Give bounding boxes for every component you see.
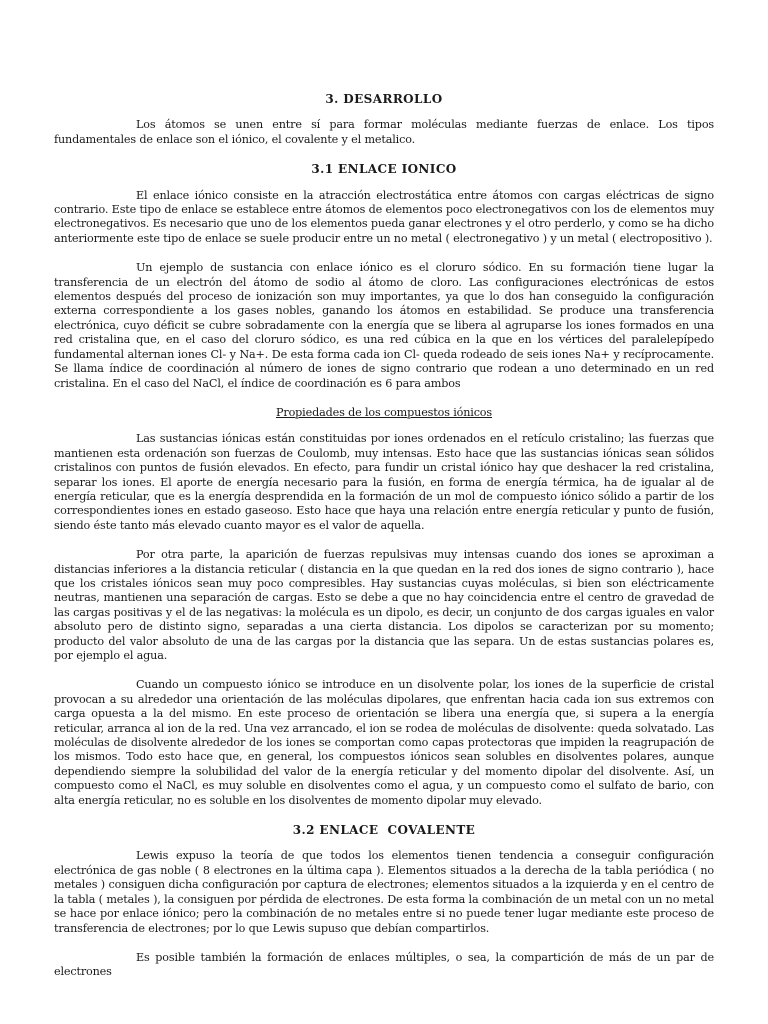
section-heading-enlace-covalente: 3.2 ENLACE COVALENTE xyxy=(292,823,476,838)
paragraph-propiedades-2: Por otra parte, la aparición de fuerzas repulsivas muy intensas cuando dos iones se aproximan a distancias inferiores a la distancia reticular ( distancia en la que quedan en la red dos iones de signo contrario ), hace que los cristales iónicos sean muy poco compresibles. Hay sustancias cuyas moléculas, si bien son eléctricamente neutras, mantienen una separación de cargas. Esto se debe a que no hay coincidencia entre el centro de gravedad de las cargas positivas y el de las negativas: la molécula es un dipolo, es decir, un conjunto de dos cargas iguales en valor absoluto pero de distinto signo, separadas a una cierta distancia. Los dipolos se caracterizan por su momento; producto del valor absoluto de una de las cargas por la distancia que las separa. Un de estas sustancias polares es, por ejemplo el agua. xyxy=(54,548,714,662)
section-heading-enlace-ionico: 3.1 ENLACE IONICO xyxy=(311,162,457,177)
paragraph-covalente-2: Es posible también la formación de enlaces múltiples, o sea, la compartición de más de un par de electrones xyxy=(54,950,714,979)
paragraph-ionico-2: Un ejemplo de sustancia con enlace iónico es el cloruro sódico. En su formación tiene lugar la transferencia de un electrón del átomo de sodio al átomo de cloro. Las configuraciones electrónicas de estos elementos después del proceso de ionización son muy importantes, ya que lo dos han conseguido la configuración externa correspondiente a los gases nobles, ganando los átomos en estabilidad. Se produce una transferencia electrónica, cuyo déficit se cubre sobradamente con la energía que se libera al agruparse los iones formados en una red cristalina que, en el caso del cloruro sódico, es una red cúbica en la que en los vértices del paralelepípedo fundamental alternan iones Cl- y Na+. De esta forma cada ion Cl- queda rodeado de seis iones Na+ y recíprocamente. Se llama índice de coordinación al número de iones de signo contrario que rodean a uno determinado en un red cristalina. En el caso del NaCl, el índice de coordinación es 6 para ambos xyxy=(54,261,714,390)
subheading-propiedades: Propiedades de los compuestos iónicos xyxy=(276,405,492,419)
paragraph-covalente-1: Lewis expuso la teoría de que todos los elementos tienen tendencia a conseguir configuración electrónica de gas noble ( 8 electrones en la última capa ). Elementos situados a la derecha de la tabla periódica ( no metales ) consiguen dicha configuración por captura de electrones; elementos situados a la izquierda y en el centro de la tabla ( metales ), la consiguen por pérdida de electrones. De esta forma la combinación de un metal con un no metal se hace por enlace iónico; pero la combinación de no metales entre si no puede tener lugar mediante este proceso de transferencia de electrones; por lo que Lewis supuso que debían compartirlos. xyxy=(54,849,714,935)
paragraph-ionico-1: El enlace iónico consiste en la atracción electrostática entre átomos con cargas eléctricas de signo contrario. Este tipo de enlace se establece entre átomos de elementos poco electronegativos con los de elementos muy electronegativos. Es necesario que uno de los elementos pueda ganar electrones y el otro perderlo, y como se ha dicho anteriormente este tipo de enlace se suele producir entre un no metal ( electronegativo ) y un metal ( electropositivo ). xyxy=(54,188,714,245)
paragraph-propiedades-1: Las sustancias iónicas están constituidas por iones ordenados en el retículo cristalino; las fuerzas que mantienen esta ordenación son fuerzas de Coulomb, muy intensas. Esto hace que las sustancias iónicas sean sólidos cristalinos con puntos de fusión elevados. En efecto, para fundir un cristal iónico hay que deshacer la red cristalina, separar los iones. El aporte de energía necesario para la fusión, en forma de energía térmica, ha de igualar al de energía reticular, que es la energía desprendida en la formación de un mol de compuesto iónico sólido a partir de los correspondientes iones en estado gaseoso. Esto hace que haya una relación entre energía reticular y punto de fusión, siendo éste tanto más elevado cuanto mayor es el valor de aquella. xyxy=(54,432,714,532)
section-heading-desarrollo: 3. DESARROLLO xyxy=(325,92,443,106)
paragraph-propiedades-3: Cuando un compuesto iónico se introduce en un disolvente polar, los iones de la superficie de cristal provocan a su alrededor una orientación de las moléculas dipolares, que enfrentan hacia cada ion sus extremos con carga opuesta a la del mismo. En este proceso de orientación se libera una energía que, si supera a la energía reticular, arranca al ion de la red. Una vez arrancado, el ion se rodea de moléculas de disolvente: queda solvatado. Las moléculas de disolvente alrededor de los iones se comportan como capas protectoras que impiden la reagrupación de los mismos. Todo esto hace que, en general, los compuestos iónicos sean solubles en disolventes polares, aunque dependiendo siempre la solubilidad del valor de la energía reticular y del momento dipolar del disolvente. Así, un compuesto como el NaCl, es muy soluble en disolventes como el agua, y un compuesto como el sulfato de bario, con alta energía reticular, no es soluble en los disolventes de momento dipolar muy elevado. xyxy=(54,678,714,807)
paragraph-intro: Los átomos se unen entre sí para formar moléculas mediante fuerzas de enlace. Los tipos fundamentales de enlace son el iónico, el covalente y el metalico. xyxy=(54,118,714,146)
